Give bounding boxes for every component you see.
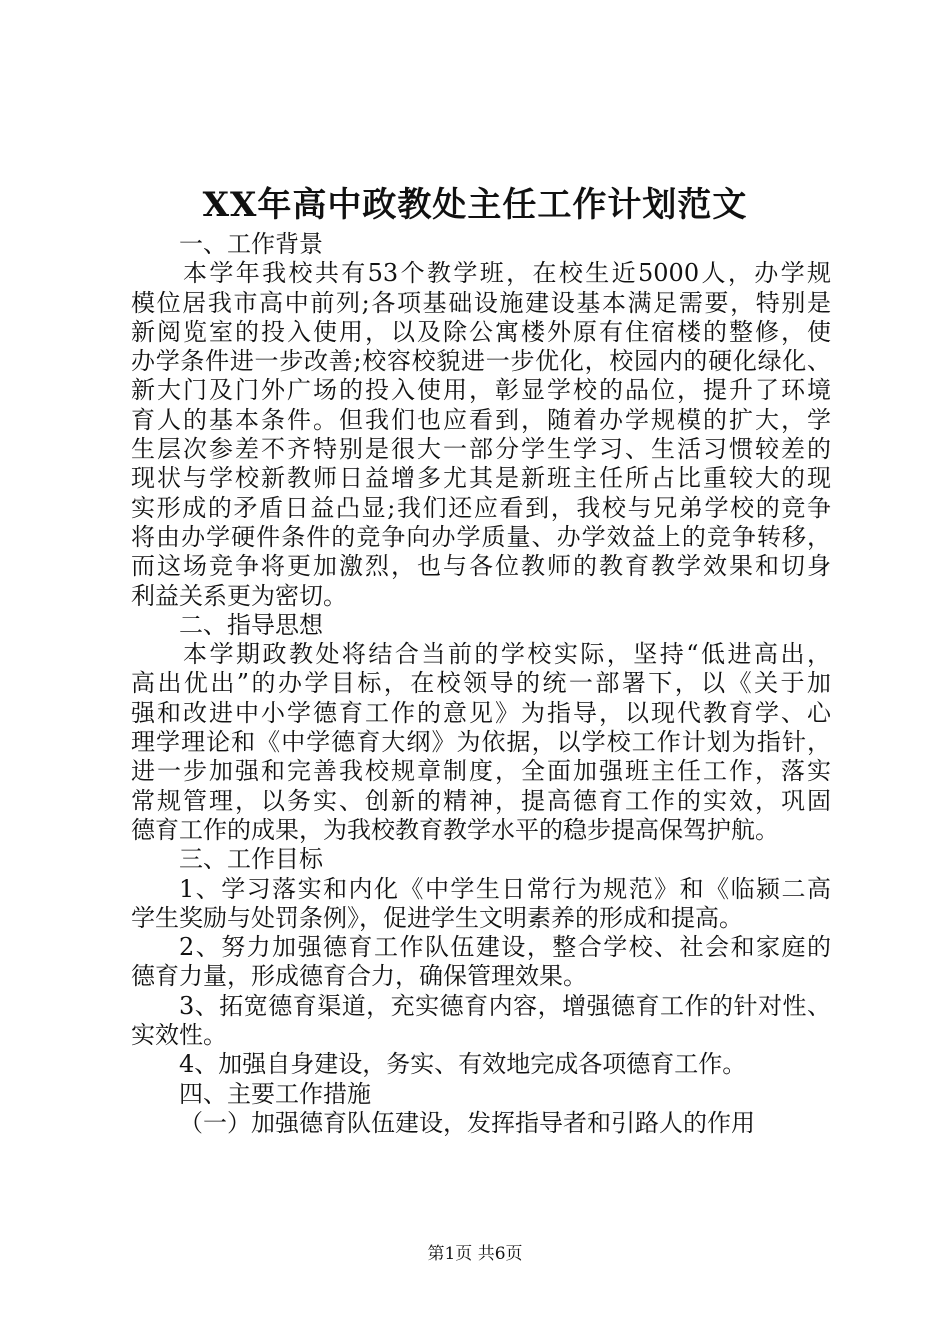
paragraph-line: 进一步加强和完善我校规章制度，全面加强班主任工作，落实 xyxy=(131,757,831,786)
paragraph-line: 实效性。 xyxy=(131,1021,227,1050)
goal-item-4: 4、加强自身建设，务实、有效地完成各项德育工作。 xyxy=(179,1050,747,1079)
paragraph-line: 实形成的矛盾日益凸显;我们还应看到，我校与兄弟学校的竞争 xyxy=(131,493,831,522)
section-heading-4: 四、主要工作措施 xyxy=(179,1079,371,1108)
paragraph-line: 德育力量，形成德育合力，确保管理效果。 xyxy=(131,962,587,991)
paragraph-line: 育人的基本条件。但我们也应看到，随着办学规模的扩大，学 xyxy=(131,405,831,434)
document-body xyxy=(131,230,831,1138)
paragraph-line: 本学年我校共有53个教学班，在校生近5000人，办学规 xyxy=(183,259,831,288)
paragraph-line: 理学理论和《中学德育大纲》为依据，以学校工作计划为指针， xyxy=(131,728,831,757)
paragraph-line: 办学条件进一步改善;校容校貌进一步优化，校园内的硬化绿化、 xyxy=(131,347,831,376)
paragraph-line: 模位居我市高中前列;各项基础设施建设基本满足需要，特别是 xyxy=(131,288,831,317)
paragraph-line: 高出优出”的办学目标，在校领导的统一部署下，以《关于加 xyxy=(131,669,831,698)
paragraph-line: 利益关系更为密切。 xyxy=(131,581,347,610)
section-heading-3: 三、工作目标 xyxy=(179,845,323,874)
paragraph-line: 新大门及门外广场的投入使用，彰显学校的品位，提升了环境 xyxy=(131,376,831,405)
page-number-footer: 第1页 共6页 xyxy=(427,1244,523,1264)
section-heading-1: 一、工作背景 xyxy=(179,230,323,258)
paragraph-line: 生层次参差不齐特别是很大一部分学生学习、生活习惯较差的 xyxy=(131,435,831,464)
goal-item-2: 2、努力加强德育工作队伍建设，整合学校、社会和家庭的 xyxy=(179,933,831,962)
section-heading-2: 二、指导思想 xyxy=(179,610,323,639)
paragraph-line: 而这场竞争将更加激烈，也与各位教师的教育教学效果和切身 xyxy=(131,552,831,581)
paragraph-line: 将由办学硬件条件的竞争向办学质量、办学效益上的竞争转移， xyxy=(131,522,831,551)
document-title: XX年高中政教处主任工作计划范文 xyxy=(202,185,748,225)
paragraph-line: 强和改进中小学德育工作的意见》为指导，以现代教育学、心 xyxy=(131,698,831,727)
paragraph-line: 新阅览室的投入使用，以及除公寓楼外原有住宿楼的整修，使 xyxy=(131,317,831,346)
paragraph-line: 常规管理，以务实、创新的精神，提高德育工作的实效，巩固 xyxy=(131,786,831,815)
paragraph-line: 本学期政教处将结合当前的学校实际，坚持“低进高出， xyxy=(183,640,831,669)
subsection-heading-1: （一）加强德育队伍建设，发挥指导者和引路人的作用 xyxy=(179,1108,755,1137)
paragraph-line: 现状与学校新教师日益增多尤其是新班主任所占比重较大的现 xyxy=(131,464,831,493)
paragraph-line: 德育工作的成果，为我校教育教学水平的稳步提高保驾护航。 xyxy=(131,815,779,844)
goal-item-3: 3、拓宽德育渠道，充实德育内容，增强德育工作的针对性、 xyxy=(179,991,831,1020)
paragraph-line: 学生奖励与处罚条例》，促进学生文明素养的形成和提高。 xyxy=(131,903,743,932)
goal-item-1: 1、学习落实和内化《中学生日常行为规范》和《临颍二高 xyxy=(179,874,831,903)
